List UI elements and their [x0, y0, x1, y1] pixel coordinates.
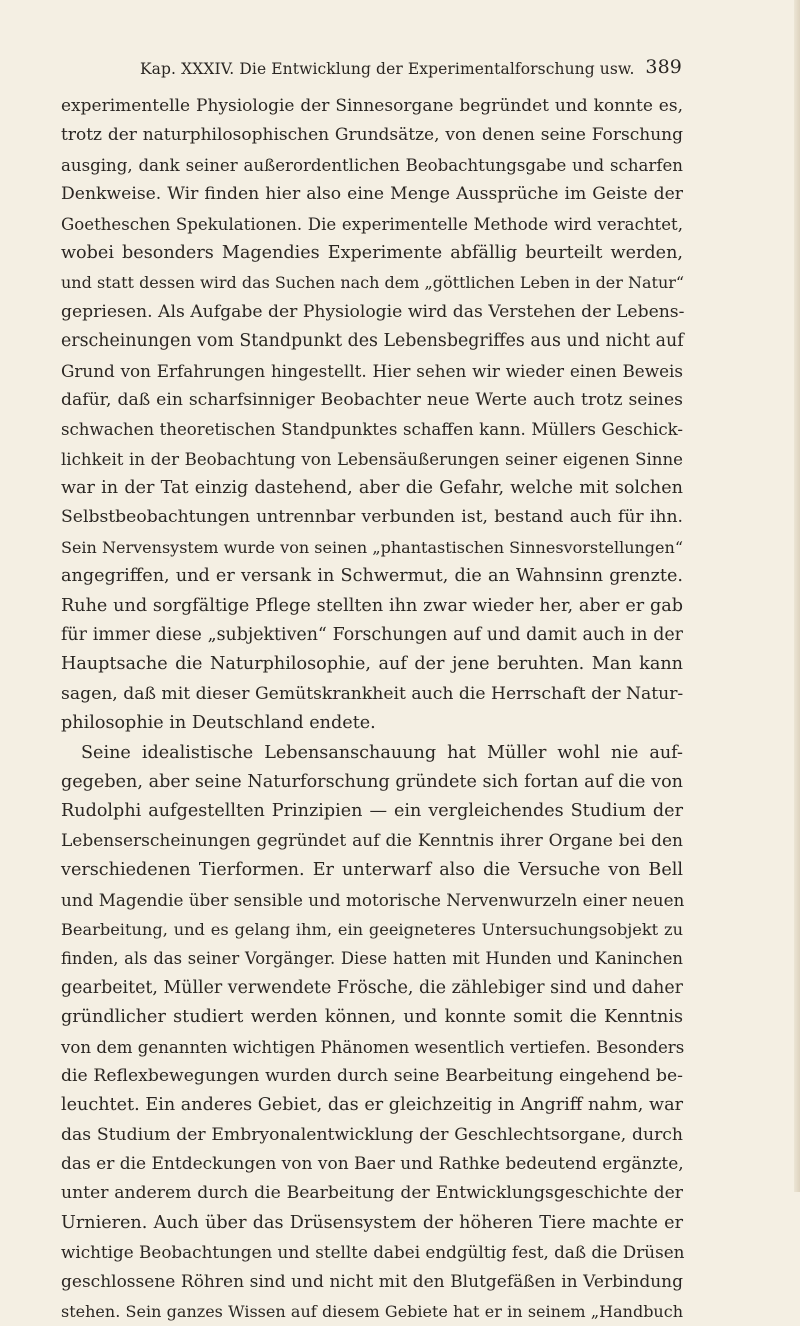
paragraph-end-line: philosophie in Deutschland endete. [61, 713, 376, 734]
text-line: gearbeitet, Müller verwendete Frösche, die zählebiger sind und daher [61, 977, 683, 998]
text-line: sagen, daß mit dieser Gemütskrankheit auch die Herrschaft der Natur- [61, 683, 684, 704]
text-line: für immer diese „subjektiven“ Forschungen auf und damit auch in der [61, 625, 683, 646]
text-line: gepriesen. Als Aufgabe der Physiologie wird das Verstehen der Lebens- [61, 301, 685, 322]
text-line: leuchtet. Ein anderes Gebiet, das er gleichzeitig in Angriff nahm, war [61, 1095, 683, 1116]
text-line: finden, als das seiner Vorgänger. Diese hatten mit Hunden und Kaninchen [61, 949, 683, 969]
paragraph-start-line: Seine idealistische Lebensanschauung hat Müller wohl nie auf- [81, 742, 683, 763]
running-header [60, 56, 682, 84]
text-line: war in der Tat einzig dastehend, aber die Gefahr, welche mit solchen [61, 478, 683, 499]
text-line: Selbstbeobachtungen untrennbar verbunden ist, bestand auch für ihn. [61, 507, 683, 528]
running-title: Kap. XXXIV. Die Entwicklung der Experimentalforschung usw. [140, 60, 635, 78]
text-line: Goetheschen Spekulationen. Die experimentelle Methode wird verachtet, [61, 214, 683, 234]
text-line: geschlossene Röhren sind und nicht mit den Blutgefäßen in Verbindung [61, 1271, 683, 1292]
text-line: unter anderem durch die Bearbeitung der Entwicklungsgeschichte der [61, 1183, 683, 1204]
text-line: Hauptsache die Naturphilosophie, auf der jene beruhten. Man kann [61, 654, 683, 675]
text-line: das er die Entdeckungen von von Baer und Rathke bedeutend ergänzte, [61, 1154, 684, 1175]
text-line: gegeben, aber seine Naturforschung gründete sich fortan auf die von [61, 771, 683, 792]
text-line: verschiedenen Tierformen. Er unterwarf also die Versuche von Bell [61, 860, 683, 881]
text-line: Grund von Erfahrungen hingestellt. Hier sehen wir wieder einen Beweis [61, 360, 683, 381]
text-line: das Studium der Embryonalentwicklung der Geschlechtsorgane, durch [61, 1124, 683, 1145]
text-line: trotz der naturphilosophischen Grundsätze, von denen seine Forschung [61, 125, 683, 146]
body-text [61, 92, 683, 1326]
text-line: Rudolphi aufgestellten Prinzipien — ein vergleichendes Studium der [61, 801, 683, 822]
text-line: gründlicher studiert werden können, und konnte somit die Kenntnis [61, 1007, 683, 1028]
text-line: die Reflexbewegungen wurden durch seine Bearbeitung eingehend be- [61, 1065, 683, 1086]
text-line: erscheinungen vom Standpunkt des Lebensbegriffes aus und nicht auf [61, 331, 684, 352]
text-line: stehen. Sein ganzes Wissen auf diesem Gebiete hat er in seinem „Handbuch [61, 1302, 683, 1322]
text-line: angegriffen, und er versank in Schwermut, die an Wahnsinn grenzte. [61, 566, 683, 587]
text-line: wobei besonders Magendies Experimente abfällig beurteilt werden, [61, 242, 683, 263]
text-line: Urnieren. Auch über das Drüsensystem der höheren Tiere machte er [61, 1212, 683, 1233]
text-line: lichkeit in der Beobachtung von Lebensäußerungen seiner eigenen Sinne [61, 449, 683, 469]
text-line: und Magendie über sensible und motorische Nervenwurzeln einer neuen [61, 889, 685, 910]
text-line: von dem genannten wichtigen Phänomen wesentlich vertiefen. Besonders [61, 1037, 685, 1057]
text-line: wichtige Beobachtungen und stellte dabei endgültig fest, daß die Drüsen [61, 1242, 685, 1263]
text-line: Denkweise. Wir finden hier also eine Menge Aussprüche im Geiste der [61, 184, 683, 205]
text-line: und statt dessen wird das Suchen nach dem „göttlichen Leben in der Natur“ [61, 273, 685, 293]
text-line: dafür, daß ein scharfsinniger Beobachter neue Werte auch trotz seines [61, 389, 683, 410]
page-edge [794, 0, 800, 1192]
text-line: Lebenserscheinungen gegründet auf die Kenntnis ihrer Organe bei den [61, 830, 683, 851]
text-line: experimentelle Physiologie der Sinnesorgane begründet und konnte es, [61, 96, 683, 116]
text-line: Sein Nervensystem wurde von seinen „phantastischen Sinnesvorstellungen“ [61, 537, 683, 557]
text-line: Bearbeitung, und es gelang ihm, ein geeigneteres Untersuchungsobjekt zu [61, 919, 683, 939]
text-line: ausging, dank seiner außerordentlichen Beobachtungsgabe und scharfen [61, 155, 683, 175]
text-line: schwachen theoretischen Standpunktes schaffen kann. Müllers Geschick- [61, 420, 683, 440]
text-line: Ruhe und sorgfältige Pflege stellten ihn zwar wieder her, aber er gab [61, 595, 683, 616]
page-number: 389 [645, 56, 682, 78]
